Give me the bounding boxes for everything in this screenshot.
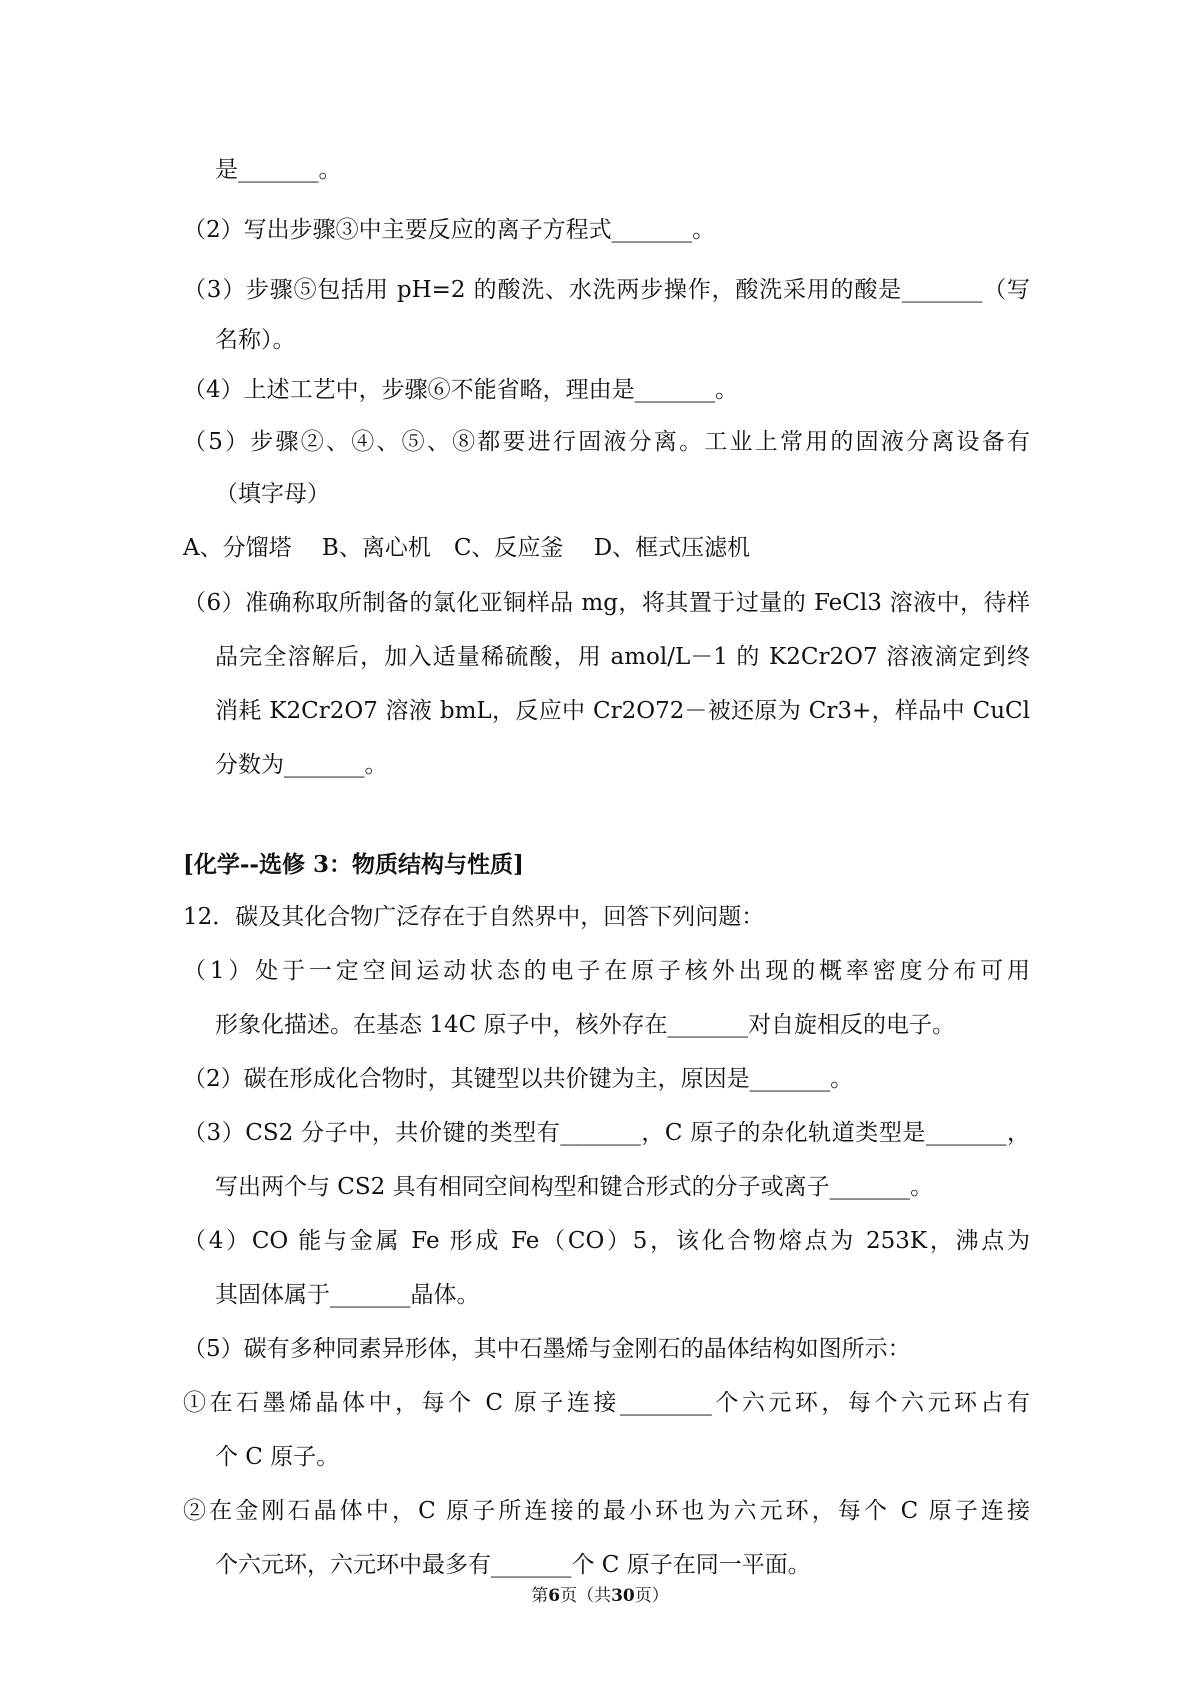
text-line — [0, 1430, 1200, 1484]
section-heading-text: [化学--选修 3：物质结构与性质] — [183, 851, 524, 878]
text-line — [0, 415, 1030, 469]
text-line — [0, 1214, 1030, 1268]
text-line — [0, 944, 1030, 998]
line-text: 写出两个与 CS2 具有相同空间构型和键合形式的分子或离子_______。 — [215, 1174, 934, 1200]
line-text: （填字母） — [215, 481, 330, 507]
line-text: （3）步骤⑤包括用 pH=2 的酸洗、水洗两步操作，酸洗采用的酸是_______（写 — [183, 277, 1030, 303]
question-stem — [0, 890, 1200, 944]
line-text: ②在金刚石晶体中，C 原子所连接的最小环也为六元环，每个 C 原子连接 — [183, 1498, 1030, 1524]
line-text: （1）处于一定空间运动状态的电子在原子核外出现的概率密度分布可用 — [183, 958, 1030, 984]
line-text: 消耗 K2Cr2O7 溶液 bmL，反应中 Cr2O72－被还原为 Cr3+，样品中 CuCl — [215, 698, 1030, 724]
text-line — [0, 1484, 1030, 1538]
text-line — [0, 1376, 1030, 1430]
line-text: 品完全溶解后，加入适量稀硫酸，用 amol/L－1 的 K2Cr2O7 溶液滴定到终 — [215, 644, 1030, 670]
line-text: 是_______。 — [215, 157, 342, 183]
text-line — [0, 467, 1200, 521]
text-line — [0, 998, 1200, 1052]
section-heading — [0, 838, 1200, 892]
line-text: 名称）。 — [215, 327, 296, 353]
line-text: 个六元环，六元环中最多有_______个 C 原子在同一平面。 — [215, 1552, 811, 1578]
text-line — [0, 738, 1200, 792]
footer-suffix: 页） — [634, 1586, 669, 1606]
text-line — [0, 1106, 1030, 1160]
line-text: （4）上述工艺中，步骤⑥不能省略，理由是_______。 — [183, 377, 739, 403]
line-text: （2）碳在形成化合物时，其键型以共价键为主，原因是_______。 — [183, 1066, 854, 1092]
page-footer — [0, 1582, 1200, 1610]
text-line — [0, 1322, 1200, 1376]
line-text: 其固体属于_______晶体。 — [215, 1282, 480, 1308]
text-line — [0, 630, 1030, 684]
options-line: A、分馏塔 B、离心机 C、反应釜 D、框式压滤机 — [183, 535, 751, 561]
line-text: 个 C 原子。 — [215, 1444, 340, 1470]
footer-prefix: 第 — [531, 1586, 549, 1606]
line-text: 形象化描述。在基态 14C 原子中，核外存在_______对自旋相反的电子。 — [215, 1012, 955, 1038]
line-text: （5）碳有多种同素异形体，其中石墨烯与金刚石的晶体结构如图所示： — [183, 1336, 911, 1362]
line-text: （4）CO 能与金属 Fe 形成 Fe（CO）5，该化合物熔点为 253K，沸点为 — [183, 1228, 1030, 1254]
text-line — [0, 263, 1030, 317]
text-line — [0, 313, 1200, 367]
text-line — [0, 143, 1200, 197]
line-text: 分数为_______。 — [215, 752, 388, 778]
text-line — [0, 203, 1200, 257]
line-text: 12．碳及其化合物广泛存在于自然界中，回答下列问题： — [183, 904, 765, 930]
text-line — [0, 684, 1030, 738]
footer-page-number: 6 — [548, 1586, 561, 1606]
text-line — [0, 521, 1200, 575]
footer-middle: 页（共 — [560, 1586, 612, 1606]
footer-total-pages: 30 — [611, 1586, 635, 1606]
line-text: （2）写出步骤③中主要反应的离子方程式_______。 — [183, 217, 716, 243]
line-text: （3）CS2 分子中，共价键的类型有_______，C 原子的杂化轨道类型是_______， — [183, 1120, 1030, 1146]
text-line — [0, 363, 1200, 417]
text-line — [0, 1268, 1200, 1322]
text-line — [0, 1160, 1200, 1214]
text-line — [0, 576, 1030, 630]
line-text: ①在石墨烯晶体中，每个 C 原子连接________个六元环，每个六元环占有 — [183, 1390, 1030, 1416]
line-text: （6）准确称取所制备的氯化亚铜样品 mg，将其置于过量的 FeCl3 溶液中，待样 — [183, 590, 1030, 616]
text-line — [0, 1052, 1200, 1106]
line-text: （5）步骤②、④、⑤、⑧都要进行固液分离。工业上常用的固液分离设备有 — [183, 429, 1030, 455]
